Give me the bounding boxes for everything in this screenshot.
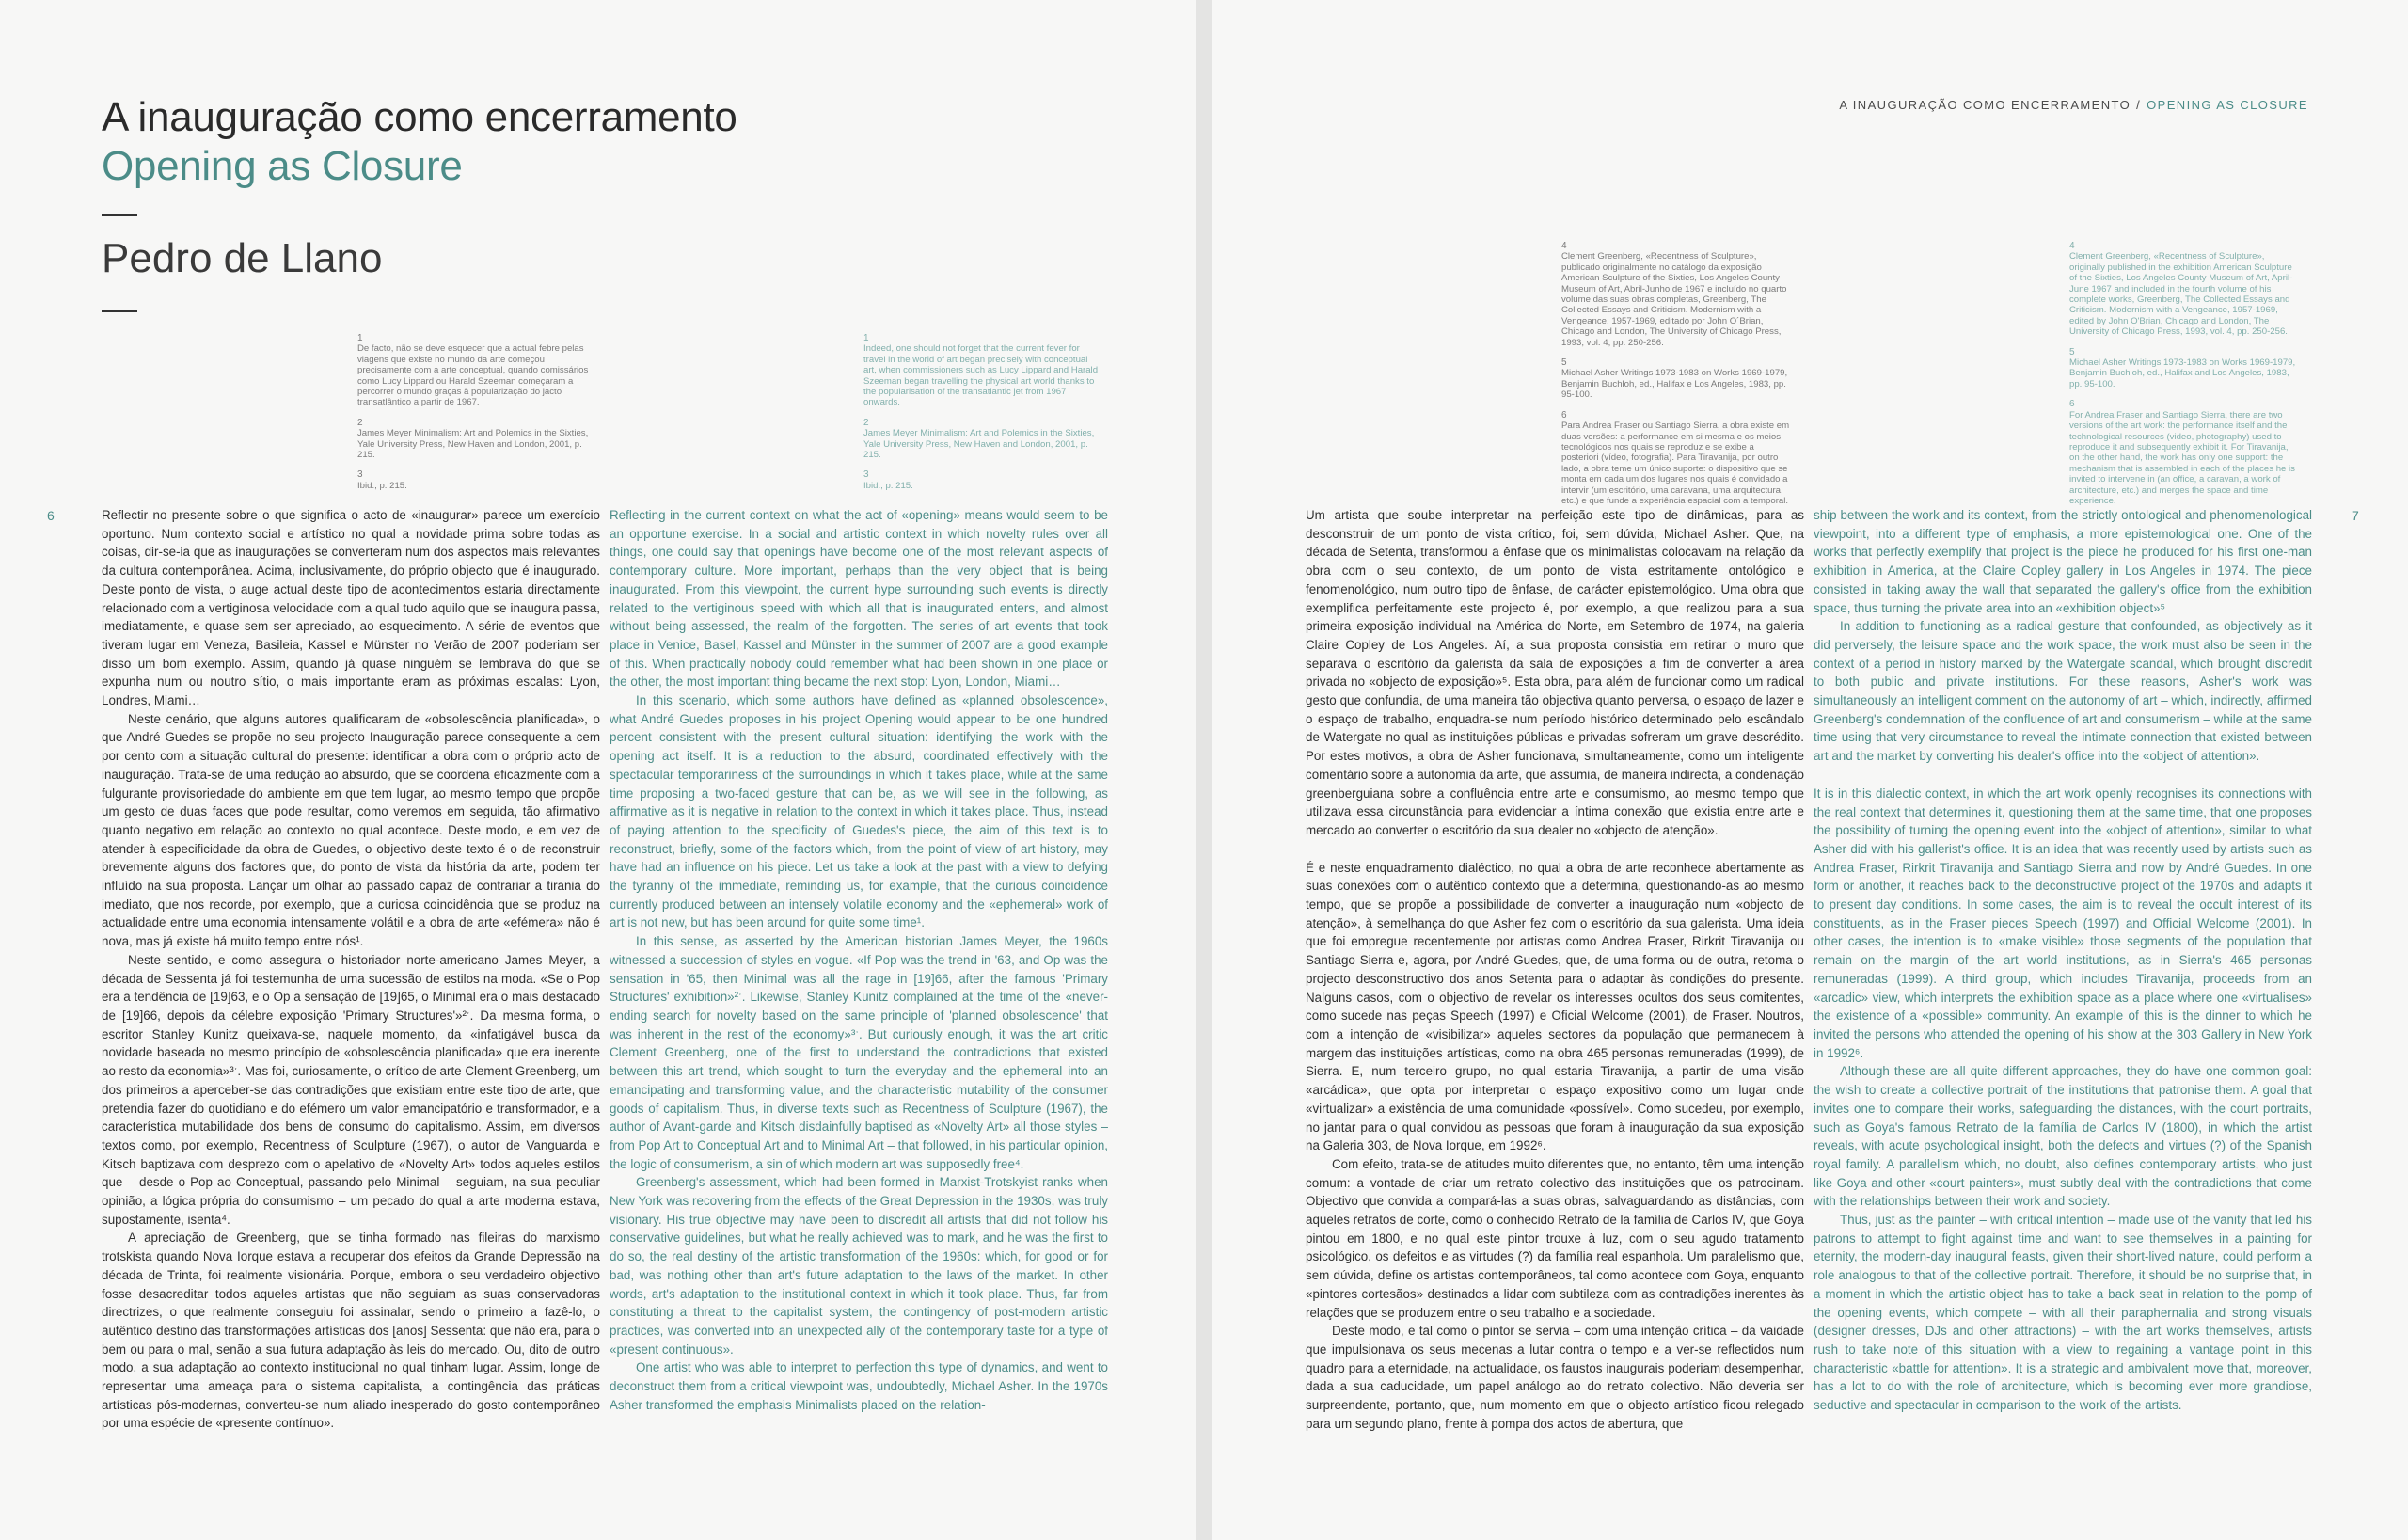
body-column-en [1814,506,2312,1415]
running-head-pt: A INAUGURAÇÃO COMO ENCERRAMENTO [1839,98,2131,112]
right-page [1212,0,2408,1540]
paragraph: Greenberg's assessment, which had been formed in Marxist-Trotskyist ranks when New York was recovering from the effects of the Great Depression in the 1930s, was truly visionary. His true objective may have been to discredit all artists that did not follow his conservative guidelines, but what he really achieved was to mark, and he was the first to do so, the real destiny of the artistic transformation of the 1960s: which, for good or for bad, was nothing other than art's future adaptation to the laws of the market. In other words, art's adaptation to the institutional context in which it took place. Thus, far from constituting a threat to the capitalist system, the contingency of post-modern artistic practices, was converted into an unexpected ally of the contemporary taste for a type of «present continuous». [610,1175,1108,1357]
paragraph: In addition to functioning as a radical gesture that confounded, as objectively as it did perversely, the leisure space and the work space, the work must also be seen in the context of a period in history marked by the Watergate scandal, which brought discredit to both public and private institutions. For these reasons, Asher's work was simultaneously an intelligent comment on the autonomy of art – which, indirectly, affirmed Greenberg's condemnation of the confluence of art and consumerism – while at the same time using that very circumstance to reveal the intimate connection that existed between art and the market by converting his dealer's office into the «object of attention». [1814,619,2312,764]
footnote: 4 Clement Greenberg, «Recentness of Sculpture», publicado originalmente no catálogo da exposição American Sculpture of the Sixties, Los Angeles County Museum of Art, Abril-Junho de 1967 e incluído no quarto volume das suas obras completas, Greenberg, The Collected Essays and Criticism. Modernism with a Vengeance, 1957-1969, editado por John O´Brian, Chicago and London, The University of Chicago Press, 1993, vol. 4, pp. 250-256. [1561,241,1787,348]
title-english: Opening as Closure [102,143,463,189]
footnote: 6 For Andrea Fraser and Santiago Sierra, there are two versions of the art work: the performance itself and the technological resources (video, photography) used to reproduce it and subsequently exhibit it. For Tiravanija, on the other hand, the work has only one support: the mechanism that is assembled in each of the places he is invited to intervene in (an office, a caravan, a work of architecture, etc.) and merges the space and time experience. [2069,399,2295,506]
paragraph: Deste modo, e tal como o pintor se servia – com uma intenção crítica – da vaidade que impulsionava os seus mecenas a lutar contra o tempo e a ver-se reflectidos num quadro para a eternidade, na actualidade, os faustos inaugurais poderiam desempenhar, dada a sua caducidade, um papel análogo ao do retrato colectivo. Não deveria ser surpreendente, portanto, que, num momento em que o objecto artístico ficou relegado para um segundo plano, frente à pompa dos actos de abertura, que [1306,1324,1804,1431]
page-number: 7 [2352,508,2359,523]
footnote: 1 De facto, não se deve esquecer que a actual febre pelas viagens que existe no mundo da arte começou precisamente com a arte conceptual, quando comissários como Lucy Lippard ou Harald Szeeman começaram a percorrer o mundo graças à popularização do jacto transatlântico a partir de 1967. [357,333,589,408]
footnotes-pt [357,333,593,500]
spine-gutter [1196,0,1212,1540]
footnote: 6 Para Andrea Fraser ou Santiago Sierra, a obra existe em duas versões: a performance em si mesma e os meios tecnológicos nos quais se reproduz e se exibe a posteriori (vídeo, fotografia). Para Tiravanija, por outro lado, a obra teme um único suporte: o dispositivo que se monta em cada um dos lugares nos quais é convidado a intervir (um escritório, uma caravana, uma arquitectura, etc.) e que funde a experiência espacial com a temporal. [1561,409,1790,506]
footnotes-en [863,333,1099,500]
left-page [0,0,1196,1540]
running-head-en: OPENING AS CLOSURE [2147,98,2308,112]
paragraph: In this sense, as asserted by the American historian James Meyer, the 1960s witnessed a succession of styles en vogue. «If Pop was the trend in '63, and Op was the sensation in '65, then Minimal was all the rage in [19]66, after the famous 'Primary Structures' exhibition»²ˑ. Likewise, Stanley Kunitz complained at the time of the «never-ending search for novelty based on the same principle of 'planned obsolescence' that was inherent in the rest of the economy»³ˑ. But curiously enough, it was the art critic Clement Greenberg, one of the first to understand the contradictions that existed between this art trend, which sought to turn the everyday and the ephemeral into an emancipating and transforming value, and the characteristic mutability of the consumer goods of capitalism. Thus, in diverse texts such as Recentness of Sculpture (1967), the author of Avant-garde and Kitsch disdainfully baptised as «Novelty Art» all those styles – from Pop Art to Conceptual Art and to Minimal Art – that followed, in his particular opinion, the logic of consumerism, a sin of which modern art was supposedly free⁴. [610,934,1108,1171]
paragraph: Although these are all quite different approaches, they do have one common goal: the wish to create a collective portrait of the institutions that patronise them. A goal that invites one to compare their works, safeguarding the distances, with the court portraits, such as Goya's famous Retrato de la família de Carlos IV (1800), in which the artist reveals, with acute psychological insight, both the defects and virtues (?) of the Spanish royal family. A parallelism which, no doubt, also defines contemporary artists, who just like Goya and other «court painters», must subtly deal with the contradictions that come with the relationships between their work and society. [1814,1064,2312,1209]
footnotes-en [2069,241,2300,516]
footnote: 3 Ibid., p. 215. [863,469,913,491]
paragraph: It is in this dialectic context, in which the art work openly recognises its connections with the real context that determines it, questioning them at the same time, that one proposes the possibility of turning the opening event into the «object of attention», similar to what Asher did with his gallerist's office. It is an idea that was recently used by artists such as Andrea Fraser, Rirkrit Tiravanija and Santiago Sierra and now by André Guedes. In one form or another, it reaches back to the deconstructive project of the 1970s and adapts it to present day conditions. In some cases, the aim is to reveal the occult interest of its constituents, as in the Fraser pieces Speech (1997) and Official Welcome (2001). In other cases, the intention is to «make visible» those segments of the population that remain on the margin of the art world institutions, as in Sierra's 465 personas remuneradas (1999). A third group, which includes Tiravanija, proceeds from an «arcadic» view, which interprets the exhibition space as a place where one «virtualises» the existence of a «possible» community. An example of this is the dinner to which he invited the persons who attended the opening of his show at the 303 Gallery in New York in 1992⁶. [1814,786,2312,1060]
paragraph: Reflectir no presente sobre o que significa o acto de «inaugurar» parece um exercício oportuno. Num contexto social e artístico no qual a novidade prima sobre todas as coisas, dir-se-ia que as inaugurações se converteram num dos aspectos mais relevantes da cultura contemporânea. Acima, inclusivamente, do próprio objecto que é inaugurado. Deste ponto de vista, o auge actual deste tipo de acontecimentos estaria directamente relacionado com a vertiginosa velocidade com a qual tudo aquilo que se inaugura passa, imediatamente, e quase sem ser apreciado, ao esquecimento. A série de eventos que tiveram lugar em Veneza, Basileia, Kassel e Münster no Verão de 2007 poderiam ser disso um bom exemplo. Assim, quando já quase ninguém se lembrava do que se expunha num ou noutro sítio, o mais importante eram as próximas escalas: Lyon, Londres, Miami… [102,508,600,708]
author-rule [102,310,137,312]
paragraph: One artist who was able to interpret to perfection this type of dynamics, and went to deconstruct them from a critical viewpoint was, undoubtedly, Michael Asher. In the 1970s Asher transformed the emphasis Minimalists placed on the relation- [610,1360,1108,1412]
body-column-en [610,506,1108,1414]
running-head [1839,98,2308,112]
paragraph: Um artista que soube interpretar na perfeição este tipo de dinâmicas, para as desconstruir de um ponto de vista crítico, foi, sem dúvida, Michael Asher. Que, na década de Setenta, transformou a ênfase que os minimalistas colocavam na relação da obra com o seu contexto, de um ponto de vista estritamente ontológico e fenomenológico, num outro tipo de ênfase, de carácter epistemológico. Uma obra que exemplifica perfeitamente este projecto é, por exemplo, a que realizou para a sua primeira exposição individual na América do Norte, em Setembro de 1974, na galeria Claire Copley de Los Angeles. Aí, a sua proposta consistia em retirar o muro que separava o escritório da galerista da sala de exposições a fim de converter a área privada no «objecto de exposição»⁵. Esta obra, para além de funcionar como um radical gesto que confundia, de uma maneira tão objectiva quanto perversa, o espaço de lazer e o espaço de trabalho, enquadra-se num período histórico determinado pelo escândalo de Watergate no qual as instituições públicas e privadas sofreram um grave descrédito. Por estes motivos, a obra de Asher funcionava, simultaneamente, como um inteligente comentário sobre a autonomia da arte, que assumia, de maneira indirecta, a condenação greenberguiana sobre a confluência entre arte e consumismo, ao mesmo tempo que utilizava essa circunstância para evidenciar a íntima conexão que existia entre arte e mercado ao converter o escritório da sua dealer no «objecto de atenção». [1306,508,1804,837]
paragraph: Neste cenário, que alguns autores qualificaram de «obsolescência planificada», o que André Guedes se propõe no seu projecto Inauguração parece consequente a cem por cento com a situação cultural do presente: identificar a obra com o próprio acto de inauguração. Trata-se de uma redução ao absurdo, que se coordena eficazmente com a fulgurante provisoriedade do ambiente em que tem lugar, ao mesmo tempo que propõe um gesto de duas faces que pode resultar, como veremos em seguida, tão afirmativo quanto negativo em relação ao contexto no qual acontece. Deste modo, e em vez de atender à especificidade da obra de Guedes, o objectivo deste texto é o de reconstruir brevemente alguns dos factores que, do ponto de vista da história da arte, podem ter influído na sua proposta. Lançar um olhar ao passado capaz de contrariar a tirania do imediato, que nos recorde, por exemplo, que a curiosa coincidência que se produz na actualidade entre uma economia intensamente volátil e a obra de arte «efémera» não é nova, mas já existe há muito tempo entre nós¹. [102,711,600,949]
title-rule [102,214,137,216]
paragraph: É e neste enquadramento dialéctico, no qual a obra de arte reconhece abertamente as suas conexões com o autêntico contexto que a determina, questionando-as ao mesmo tempo, que se propõe a possibilidade de converter a inauguração num «objecto de atenção», à semelhança do que Asher fez com o escritório da sua galerista. Uma ideia que foi empregue recentemente por artistas como Andrea Fraser, Rirkrit Tiravanija ou Santiago Sierra e, agora, por André Guedes, que, de uma forma ou de outra, retoma o projecto desconstructivo dos anos Setenta para o adaptar às condições do presente. Nalguns casos, com o objectivo de revelar os interesses ocultos dos seus comitentes, como sucede nas peças Speech (1997) e Oficial Welcome (2001), de Fraser. Noutros, com a intenção de «visibilizar» aqueles sectores da população que permanecem à margem das instituições artísticas, como na obra 465 personas remuneradas (1999), de Sierra. E, num terceiro grupo, no qual estaria Tiravanija, a partir de uma visão «arcádica», que opta por interpretar o espaço expositivo como um lugar onde «virtualizar» a existência de uma comunidade «possível». Como sucedeu, por exemplo, no jantar para o qual convidou as pessoas que foram à inauguração da sua exposição na Galeria 303, de Nova Iorque, em 1992⁶. [1306,860,1804,1153]
footnote: 5 Michael Asher Writings 1973-1983 on Works 1969-1979, Benjamin Buchloh, ed., Halifax and Los Angeles, 1983, pp. 95-100. [2069,346,2296,389]
footnote: 1 Indeed, one should not forget that the current fever for travel in the world of art began precisely with conceptual art, when commissioners such as Lucy Lippard and Harald Szeeman began travelling the physical art world thanks to the popularisation of the transatlantic jet from 1967 onwards. [863,333,1099,408]
paragraph: Reflecting in the current context on what the act of «opening» means would seem to be an opportune exercise. In a social and artistic context in which novelty rules over all things, one could say that openings have become one of the most relevant aspects of contemporary culture. More important, perhaps than the very object that is being inaugurated. From this viewpoint, the current hype surrounding such events is directly related to the vertiginous speed with which all that is inaugurated enters, and almost without being assessed, the realm of the forgotten. The series of art events that took place in Venice, Basel, Kassel and Münster in the summer of 2007 are a good example of this. When practically nobody could remember what had been shown in one place or the other, the most important thing became the next stop: Lyon, London, Miami… [610,508,1108,690]
footnotes-pt [1561,241,1792,516]
body-column-pt [1306,506,1804,1433]
paragraph: In this scenario, which some authors have defined as «planned obsolescence», what André Guedes proposes in his project Opening would appear to be one hundred percent consistent with the present cultural situation: identifying the work with the opening act itself. It is a reduction to the absurd, coordinated effectively with the spectacular temporariness of the surroundings in which it takes place, while at the same time proposing a two-faced gesture that can be, as we will see in the following, as affirmative as it is negative in relation to the context in which it takes place. Thus, instead of paying attention to the specificity of Guedes's piece, the aim of this text is to reconstruct, briefly, some of the factors which, from the point of view of art history, may have had an influence on his piece. Let us take a look at the past with a view to defying the tyranny of the immediate, reminding us, for example, that the curious coincidence currently produced between an intensely volatile economy and the «ephemeral» work of art is not new, but has been around for quite some time¹. [610,693,1108,930]
paragraph: A apreciação de Greenberg, que se tinha formado nas fileiras do marxismo trotskista quando Nova Iorque estava a recuperar dos efeitos da Grande Depressão na década de Trinta, foi realmente visionária. Porque, embora o seu verdadeiro objectivo fosse desacreditar todos aqueles artistas que não seguiam as suas conservadoras directrizes, o que realmente conseguiu foi assinalar, sendo o primeiro a fazê-lo, o autêntico destino das transformações artísticas dos [anos] Sessenta: que não era, para o bem ou para o mal, senão a sua futura adaptação às leis do mercado. Ou, dito de outro modo, a sua adaptação ao contexto institucional no qual tinham lugar. Assim, longe de representar uma ameaça para o sistema capitalista, a contingência das práticas artísticas pós-modernas, converteu-se num aliado inesperado do gosto contemporâneo por uma espécie de «presente contínuo». [102,1230,600,1431]
title-portuguese: A inauguração como encerramento [102,94,737,140]
paragraph: ship between the work and its context, from the strictly ontological and phenomenological viewpoint, into a different type of emphasis, a more epistemological one. One of the works that perfectly exemplify that project is the piece he produced for his first one-man exhibition in America, at the Claire Copley gallery in Los Angeles in 1974. The piece consisted in taking away the wall that separated the gallery's office from the exhibition space, thus turning the private area into an «exhibition object»⁵ [1814,508,2312,615]
paragraph: Neste sentido, e como assegura o historiador norte-americano James Meyer, a década de Sessenta já foi testemunha de uma sucessão de estilos na moda. «Se o Pop era a tendência de [19]63, e o Op a sensação de [19]65, o Minimal era o mais destacado de [19]66, depois da célebre exposição 'Primary Structures'»²ˑ. Da mesma forma, o escritor Stanley Kunitz queixava-se, naquele momento, da «infatigável busca da novidade baseada no mesmo princípio de «obsolescência planificada» que era inerente ao resto da economia»³ˑ. Mas foi, curiosamente, o crítico de arte Clement Greenberg, um dos primeiros a aperceber-se das contradições que existiam entre este tipo de arte, que pretendia fazer do quotidiano e do efémero um valor emancipatório e transformador, e a característica mutabilidade dos bens de consumo do capitalismo. Assim, em diversos textos como, por exemplo, Recentness of Sculpture (1967), o autor de Vanguarda e Kitsch baptizava com desprezo com o apelativo de «Novelty Art» todos aqueles estilos que – desde o Pop ao Conceptual, passando pelo Minimal – seguiam, na sua peculiar opinião, a lógica própria do consumismo – um pecado do qual a arte moderna estava, supostamente, isenta⁴. [102,952,600,1227]
running-head-separator: / [2136,98,2142,112]
footnote: 2 James Meyer Minimalism: Art and Polemics in the Sixties, Yale University Press, New Haven and London, 2001, p. 215. [863,417,1095,461]
footnote: 4 Clement Greenberg, «Recentness of Sculpture», originally published in the exhibition American Sculpture of the Sixties, Los Angeles County Museum of Art, April-June 1967 and included in the fourth volume of his complete works, Greenberg, The Collected Essays and Criticism. Modernism with a Vengeance, 1957-1969, edited by John O'Brian, Chicago and London, The University of Chicago Press, 1993, vol. 4, pp. 250-256. [2069,241,2293,338]
body-column-pt [102,506,600,1433]
author-name: Pedro de Llano [102,235,383,281]
page-number: 6 [47,508,55,523]
footnote: 3 Ibid., p. 215. [357,469,407,491]
footnote: 2 James Meyer Minimalism: Art and Polemics in the Sixties, Yale University Press, New Haven and London, 2001, p. 215. [357,417,589,461]
paragraph: Thus, just as the painter – with critical intention – made use of the vanity that led his patrons to attempt to fight against time and want to see themselves in a painting for eternity, the modern-day inaugural feasts, given their short-lived nature, could perform a role analogous to that of the collective portrait. Therefore, it should be no surprise that, in a moment in which the artistic object has to take a back seat in relation to the pomp of the opening events, which compete – with all their paraphernalia and strong visuals (designer dresses, DJs and other attractions) – with the art works themselves, artists rush to take note of this situation with a view to regaining a vantage point in this characteristic «battle for attention». It is a strategic and ambivalent move that, moreover, has a lot to do with the role of architecture, which is becoming ever more grandiose, seductive and spectacular in comparison to the work of the artists. [1814,1213,2312,1413]
paragraph: Com efeito, trata-se de atitudes muito diferentes que, no entanto, têm uma intenção comum: a vontade de criar um retrato colectivo das instituições que os patrocinam. Objectivo que convida a compará-las a suas obras, salvaguardando as distâncias, com aqueles retratos de corte, como o conhecido Retrato de la família de Carlos IV, que Goya pintou em 1800, e no qual este pintor trouxe à luz, com o seu agudo tratamento psicológico, os defeitos e as virtudes (?) da família real espanhola. Um paralelismo que, sem dúvida, define os artistas contemporâneos, tal como acontece com Goya, enquanto «pintores cortesãos» destinados a lidar com subtileza com as contradições inerentes às relações que se produzem entre o seu trabalho e a sociedade. [1306,1156,1804,1320]
footnote: 5 Michael Asher Writings 1973-1983 on Works 1969-1979, Benjamin Buchloh, ed., Halifax e Los Angeles, 1983, pp. 95-100. [1561,357,1788,401]
